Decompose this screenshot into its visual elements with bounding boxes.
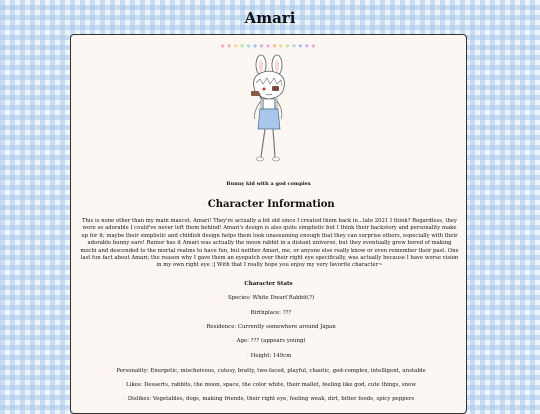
heart-icon: ♡ [111, 369, 116, 374]
stat-text: Dislikes: Vegetables, dogs, making friends, their right eye, feeling weak, dirt, bitter foods, spicy peppers [127, 396, 415, 402]
heart-icon: ♥ [291, 44, 298, 50]
heart-icon: ♥ [272, 44, 278, 50]
heart-icon: ♡ [202, 201, 207, 208]
heart-icon: ♥ [239, 44, 246, 50]
heart-icon: ♡ [245, 354, 250, 359]
heart-icon: ♥ [278, 44, 285, 50]
heart-divider [71, 44, 466, 50]
stat-item [71, 353, 466, 360]
section-heading [71, 199, 466, 210]
portrait-caption: Bunny kid with a god complex [226, 181, 311, 187]
stat-item [71, 310, 466, 317]
heart-icon: ♥ [226, 44, 233, 50]
stat-text: Likes: Desserts, rabbits, the moon, space, the color white, their mallet, feeling like god, cute things, snow [126, 382, 416, 388]
stats-heading: Character Stats [244, 281, 293, 287]
stat-text: Age: ??? (appears young) [236, 338, 306, 344]
heart-icon: ♥ [246, 44, 252, 50]
section-heading-text: Character Information [207, 199, 335, 210]
stat-text: Species: White Dwarf Rabbit(?) [227, 295, 315, 301]
heart-icon: ♥ [265, 44, 272, 50]
stat-item [71, 368, 466, 375]
heart-icon: ♥ [304, 44, 311, 50]
site-title: Amari [244, 9, 296, 27]
heart-icon: ♡ [201, 325, 206, 330]
heart-icon: ♡ [222, 296, 227, 301]
heart-icon: ♥ [298, 44, 304, 50]
heart-icon: ♥ [233, 44, 239, 50]
heart-icon: ♥ [220, 44, 226, 50]
stat-item [71, 396, 466, 403]
heart-icon: ♡ [231, 339, 236, 344]
content-panel [70, 34, 467, 414]
heart-icon: ♥ [252, 44, 259, 50]
stat-item [71, 382, 466, 389]
heart-icon: ♥ [311, 44, 317, 50]
character-portrait [237, 53, 301, 171]
stat-text: Residence: Currently somewhere around Japan [206, 324, 336, 330]
heart-icon: ♡ [122, 397, 127, 402]
stat-text: Personality: Energetic, mischeivous, cutesy, bratty, two-faced, playful, chaotic, god-complex, intelligent, unstable [116, 368, 426, 374]
stat-text: Birthplace: ??? [250, 310, 292, 316]
stat-text: Height: 149cm [250, 353, 292, 359]
heart-icon: ♥ [285, 44, 291, 50]
heart-icon: ♡ [245, 311, 250, 316]
stat-item [71, 295, 466, 302]
character-intro: This is none other than my main mascot, Amari! They're actually a bit old since I created them back in...late 2021 I think? Regardless, they were so adorable I could've never left them behind! Amari's design is also quite simplistic but I think their backstory and personality make up for it; maybe their simplistic and childish design helps them look unassuming enough that they can surprise others, especially with their adorable bunny ears! Rumor has it Amari was actually the moon rabbit in a distant universe, but they eventually grew bored of making mochi and descended to the mortal realms to have fun, but neither Amari, me, or anyone else really know or even remember their past. One last fun fact about Amari; the reason why I gave them an eyepatch over their right eye specifically, was actually because I have worse vision in my own right eye :] With that I really hope you enjoy my very favorite character~ [80, 218, 459, 269]
stat-item [71, 324, 466, 331]
stat-item [71, 338, 466, 345]
heart-icon: ♡ [120, 383, 126, 388]
heart-icon: ♥ [259, 44, 265, 50]
